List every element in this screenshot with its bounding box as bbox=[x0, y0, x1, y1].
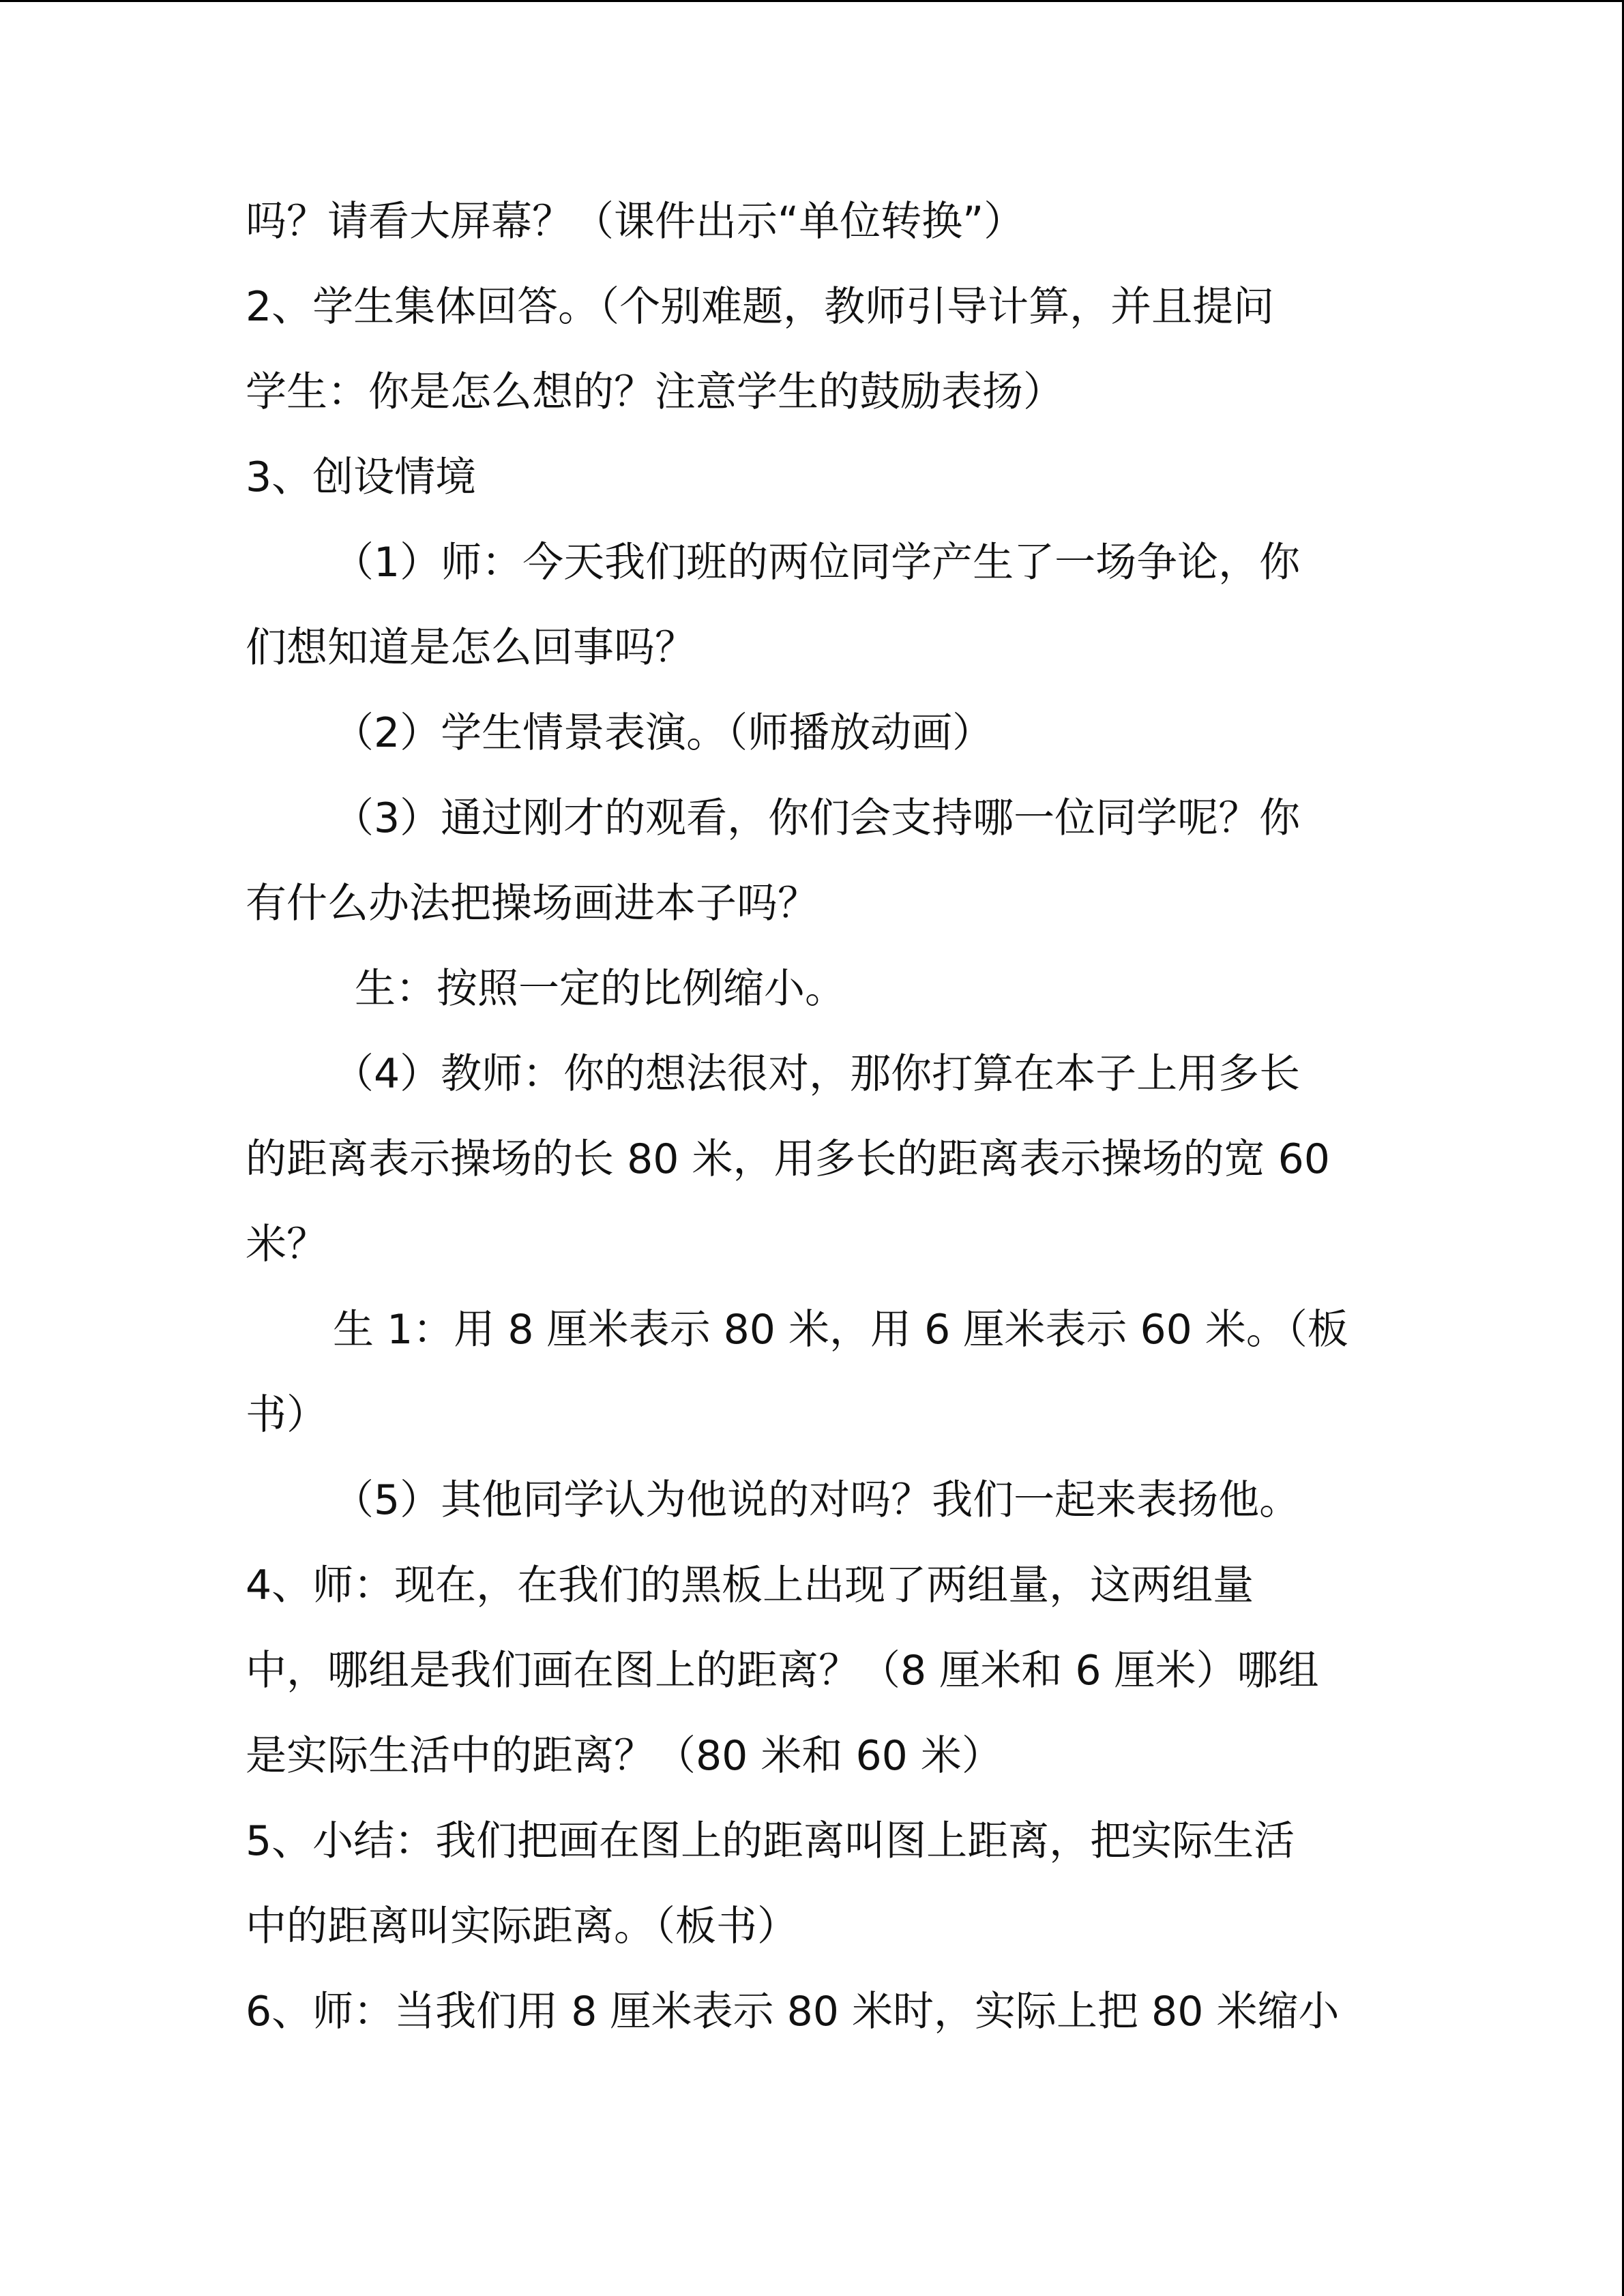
text-line: 生：按照一定的比例缩小。 bbox=[355, 965, 846, 1013]
page-border-top bbox=[0, 0, 1624, 2]
text-line: 6、师：当我们用 8 厘米表示 80 米时，实际上把 80 米缩小 bbox=[246, 1988, 1340, 2036]
text-line: 生 1：用 8 厘米表示 80 米，用 6 厘米表示 60 米。（板 bbox=[333, 1306, 1348, 1354]
text-line: （1）师：今天我们班的两位同学产生了一场争论，你 bbox=[333, 539, 1301, 586]
text-line: 中的距离叫实际距离。（板书） bbox=[246, 1903, 798, 1950]
text-line: 是实际生活中的距离？（80 米和 60 米） bbox=[246, 1732, 1003, 1780]
text-line: 4、师：现在，在我们的黑板上出现了两组量，这两组量 bbox=[246, 1562, 1254, 1609]
text-line: 2、学生集体回答。（个别难题，教师引导计算，并且提问 bbox=[246, 283, 1275, 331]
text-line: 吗？请看大屏幕？（课件出示“单位转换”） bbox=[246, 198, 1025, 245]
text-line: 中，哪组是我们画在图上的距离？（8 厘米和 6 厘米）哪组 bbox=[246, 1647, 1319, 1695]
text-line: （5）其他同学认为他说的对吗？我们一起来表扬他。 bbox=[333, 1476, 1301, 1524]
text-line: 米？ bbox=[246, 1221, 327, 1268]
text-line: 有什么办法把操场画进本子吗？ bbox=[246, 880, 818, 927]
text-line: （3）通过刚才的观看，你们会支持哪一位同学呢？你 bbox=[333, 794, 1301, 842]
text-line: 的距离表示操场的长 80 米，用多长的距离表示操场的宽 60 bbox=[246, 1135, 1330, 1183]
text-line: （4）教师：你的想法很对，那你打算在本子上用多长 bbox=[333, 1050, 1301, 1098]
text-line: 书） bbox=[246, 1391, 327, 1439]
text-line: 3、创设情境 bbox=[246, 453, 477, 501]
text-line: 们想知道是怎么回事吗？ bbox=[246, 624, 696, 672]
text-line: 5、小结：我们把画在图上的距离叫图上距离，把实际生活 bbox=[246, 1817, 1295, 1865]
text-line: 学生：你是怎么想的？注意学生的鼓励表扬） bbox=[246, 368, 1064, 416]
text-line: （2）学生情景表演。（师播放动画） bbox=[333, 709, 994, 757]
